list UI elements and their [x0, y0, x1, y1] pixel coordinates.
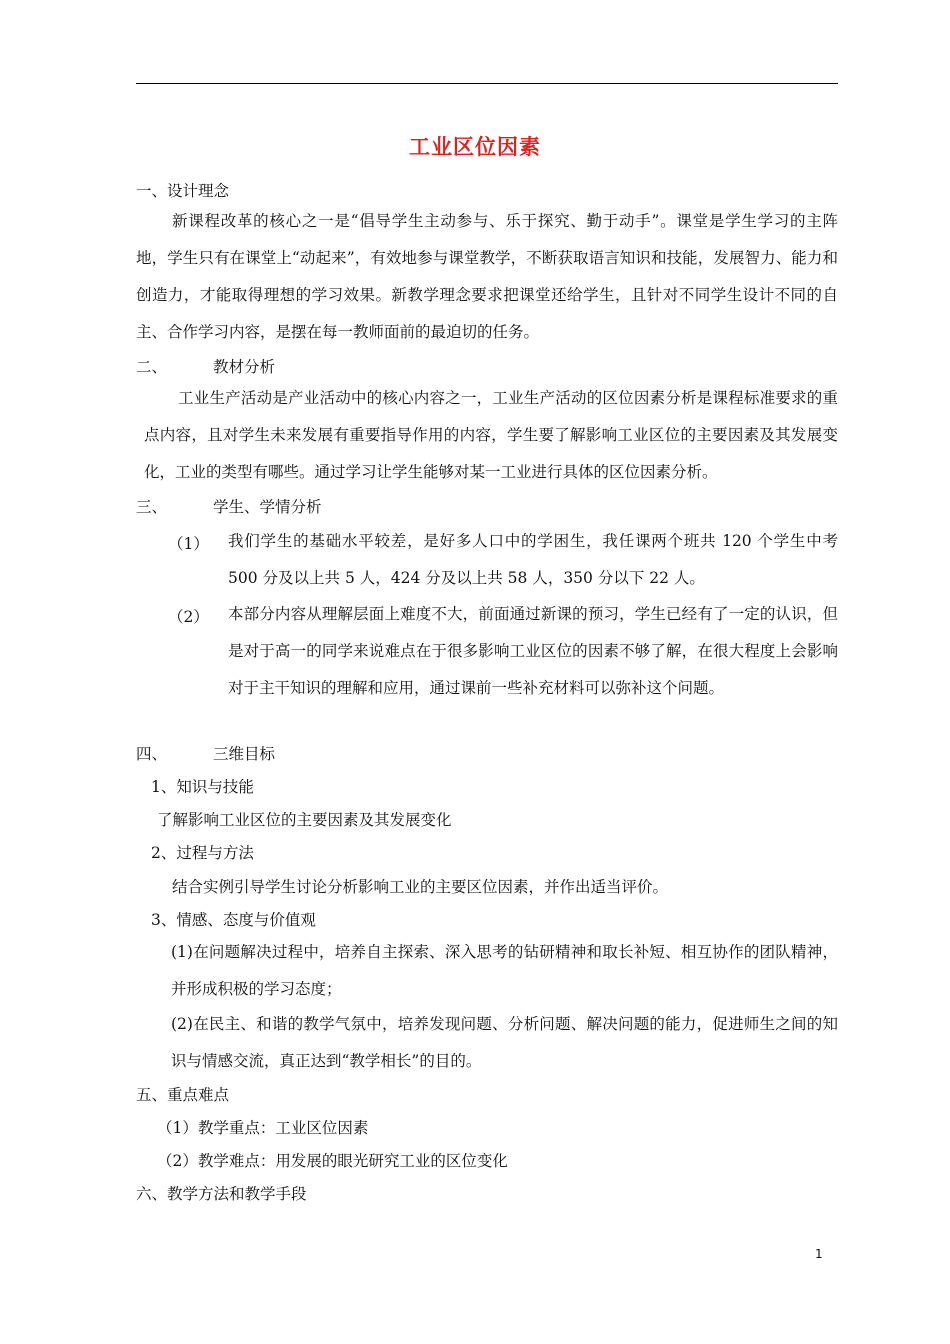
key-point: （1）教学重点：工业区位因素 [157, 1119, 369, 1137]
section-1-paragraph: 新课程改革的核心之一是“倡导学生主动参与、乐于探究、勤于动手”。课堂是学生学习的主阵地，学生只有在课堂上“动起来”，有效地参与课堂教学，不断获取语言知识和技能，发展智力、能力和创造力，才能取得理想的学习效果。新教学理念要求把课堂还给学生，且针对不同学生设计不同的自主、合作学习内容，是摆在每一教师面前的最迫切的任务。 [136, 212, 838, 341]
section-2-heading [136, 357, 275, 377]
section-3-heading [136, 497, 322, 517]
section-5-heading: 五、重点难点 [136, 1086, 230, 1104]
goal-3-item-1: (1)在问题解决过程中，培养自主探索、深入思考的钻研精神和取长补短、相互协作的团队精神，并形成积极的学习态度； [171, 943, 838, 998]
section-2-title: 教材分析 [213, 358, 276, 376]
section-1-heading [136, 181, 229, 201]
goal-3-heading: 3、情感、态度与价值观 [151, 911, 316, 929]
section-4-title: 三维目标 [213, 745, 276, 763]
goal-1-text: 了解影响工业区位的主要因素及其发展变化 [157, 811, 452, 829]
section-3-item-2-text: 本部分内容从理解层面上难度不大，前面通过新课的预习，学生已经有了一定的认识，但是对于高一的同学来说难点在于很多影响工业区位的因素不够了解，在很大程度上会影响对于主干知识的理解和应用，通过课前一些补充材料可以弥补这个问题。 [228, 605, 838, 697]
section-3-item-1-number: （1） [168, 535, 209, 553]
header-rule [136, 83, 838, 84]
goal-3-item-2: (2)在民主、和谐的教学气氛中，培养发现问题、分析问题、解决问题的能力，促进师生之间的知识与情感交流，真正达到“教学相长”的目的。 [171, 1015, 838, 1070]
page-number: 1 [815, 1247, 823, 1261]
section-1-number: 一、 [136, 182, 168, 200]
section-3-item-1-text: 我们学生的基础水平较差，是好多人口中的学困生，我任课两个班共 120 个学生中考 500 分及以上共 5 人，424 分及以上共 58 人，350 分以下 22 人。 [228, 532, 838, 587]
goal-2-text: 结合实例引导学生讨论分析影响工业的主要区位因素，并作出适当评价。 [172, 878, 669, 896]
difficult-point: （2）教学难点：用发展的眼光研究工业的区位变化 [157, 1152, 508, 1170]
section-6-heading: 六、教学方法和教学手段 [136, 1185, 307, 1203]
section-2-number: 二、 [136, 358, 168, 376]
section-4-number: 四、 [136, 745, 168, 763]
page-title: 工业区位因素 [409, 134, 541, 159]
goal-2-heading: 2、过程与方法 [151, 844, 254, 862]
section-4-heading [136, 744, 275, 764]
section-3-number: 三、 [136, 498, 168, 516]
section-1-title: 设计理念 [167, 182, 230, 200]
goal-1-heading: 1、知识与技能 [151, 778, 254, 796]
section-2-paragraph: 工业生产活动是产业活动中的核心内容之一，工业生产活动的区位因素分析是课程标准要求的重点内容，且对学生未来发展有重要指导作用的内容，学生要了解影响工业区位的主要因素及其发展变化，工业的类型有哪些。通过学习让学生能够对某一工业进行具体的区位因素分析。 [144, 389, 838, 481]
section-3-title: 学生、学情分析 [213, 498, 322, 516]
section-3-item-2-number: （2） [168, 608, 209, 626]
